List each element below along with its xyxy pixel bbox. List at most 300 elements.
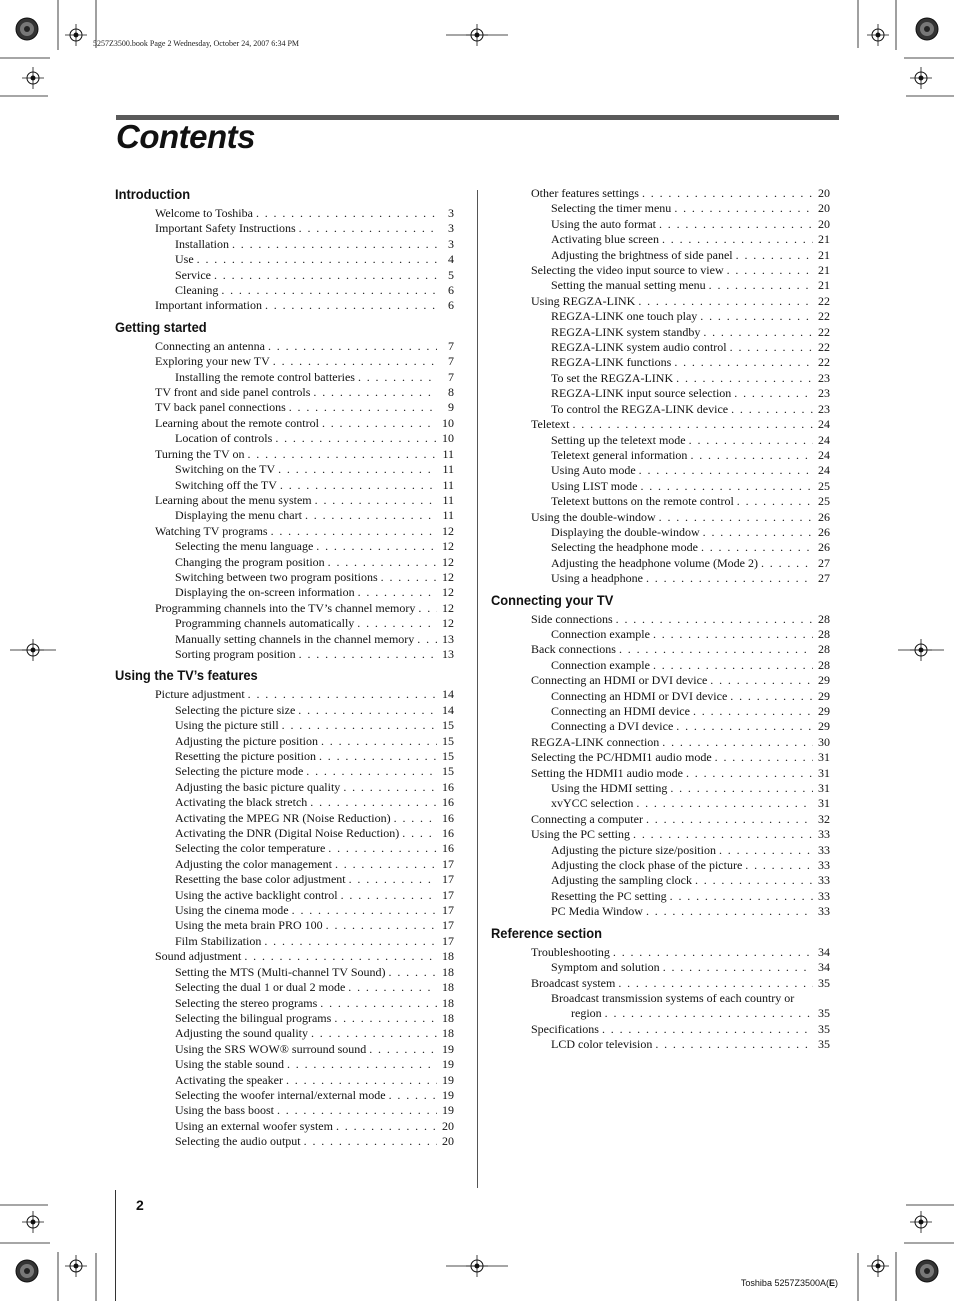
toc-subentry[interactable]	[491, 232, 830, 247]
toc-subentry[interactable]	[115, 632, 454, 647]
toc-page-number: 16	[442, 810, 454, 825]
toc-subentry[interactable]	[115, 996, 454, 1011]
toc-section-heading: Getting started	[115, 318, 207, 335]
toc-subentry[interactable]	[491, 1037, 830, 1052]
toc-entry-title: xvYCC selection	[551, 796, 634, 811]
toc-subentry[interactable]	[115, 585, 454, 600]
footer-id-prefix: Toshiba 5257Z3500A(	[740, 1278, 829, 1288]
toc-page-number: 29	[818, 704, 830, 718]
toc-entry[interactable]	[115, 339, 454, 354]
dot-leader	[358, 370, 437, 385]
toc-subentry[interactable]	[115, 749, 454, 764]
toc-page-number: 29	[818, 688, 830, 703]
toc-subentry[interactable]	[115, 703, 454, 718]
toc-entry[interactable]	[491, 827, 830, 842]
toc-entry-title: Adjusting the sampling clock	[551, 873, 692, 888]
toc-entry[interactable]	[491, 263, 830, 278]
toc-subentry[interactable]	[491, 796, 830, 811]
registration-mark-icon	[867, 1255, 889, 1277]
toc-page-number: 30	[818, 734, 830, 749]
toc-page-number: 20	[818, 201, 830, 216]
toc-left-column	[115, 186, 454, 1150]
dot-leader	[286, 1073, 437, 1088]
toc-page-number: 28	[818, 611, 830, 626]
toc-subentry[interactable]	[115, 647, 454, 662]
toc-subentry[interactable]	[115, 1103, 454, 1118]
toc-page-number: 31	[818, 750, 830, 765]
toc-subentry[interactable]	[491, 904, 830, 919]
toc-page-number: 31	[818, 765, 830, 780]
toc-subentry[interactable]	[115, 780, 454, 795]
toc-subentry[interactable]	[491, 991, 830, 1006]
dot-leader	[640, 479, 813, 494]
toc-page-number: 23	[818, 386, 830, 401]
toc-subentry[interactable]	[491, 386, 830, 401]
toc-entry[interactable]	[491, 510, 830, 525]
toc-subentry[interactable]	[115, 826, 454, 841]
dot-leader	[282, 718, 437, 733]
dot-leader	[244, 949, 437, 964]
dot-leader	[287, 1057, 437, 1072]
toc-page-number: 22	[818, 340, 830, 355]
toc-entry-title: Activating the black stretch	[175, 795, 308, 810]
toc-entry-title: Broadcast system	[531, 975, 616, 990]
toc-entry[interactable]	[115, 416, 454, 431]
toc-entry[interactable]	[115, 447, 454, 462]
dot-leader	[221, 283, 437, 298]
toc-page-number: 26	[818, 540, 830, 555]
toc-entry-title: Teletext buttons on the remote control	[551, 494, 734, 509]
toc-page-number: 15	[442, 718, 454, 733]
toc-page-number: 11	[442, 477, 454, 492]
toc-page-number: 33	[818, 904, 830, 919]
dot-leader	[618, 976, 813, 991]
dot-leader	[326, 918, 437, 933]
toc-entry-title: Symptom and solution	[551, 960, 660, 975]
toc-entry-title: Using the double-window	[531, 509, 656, 524]
toc-page-number: 19	[442, 1087, 454, 1102]
toc-entry[interactable]	[491, 735, 830, 750]
dot-leader	[304, 1134, 437, 1149]
toc-page-number: 10	[442, 415, 454, 430]
toc-entry[interactable]	[115, 687, 454, 702]
toc-page-number: 32	[818, 811, 830, 826]
toc-entry[interactable]	[491, 186, 830, 201]
dot-leader	[715, 750, 813, 765]
toc-entry[interactable]	[491, 673, 830, 688]
toc-subentry[interactable]	[115, 734, 454, 749]
dot-leader	[305, 508, 437, 523]
toc-subentry[interactable]	[115, 918, 454, 933]
toc-entry[interactable]	[491, 294, 830, 309]
dot-leader	[247, 447, 437, 462]
dot-leader	[663, 960, 813, 975]
toc-page-number: 8	[448, 385, 454, 400]
toc-page-number: 31	[818, 796, 830, 811]
toc-subentry[interactable]	[491, 309, 830, 324]
toc-entry-title: Important information	[155, 298, 262, 313]
toc-subentry[interactable]	[491, 494, 830, 509]
toc-subentry[interactable]	[491, 658, 830, 673]
toc-entry-title: Adjusting the brightness of side panel	[551, 247, 733, 262]
toc-subentry[interactable]	[491, 278, 830, 293]
dot-leader	[271, 524, 437, 539]
toc-subentry[interactable]	[115, 462, 454, 477]
dot-leader	[277, 1103, 437, 1118]
toc-entry-title: TV front and side panel controls	[155, 385, 311, 400]
toc-subentry[interactable]	[115, 1088, 454, 1103]
toc-subentry[interactable]	[115, 539, 454, 554]
toc-page-number: 18	[442, 949, 454, 964]
star-target-icon	[916, 1260, 938, 1282]
toc-entry-title: Adjusting the headphone volume (Mode 2)	[551, 555, 758, 570]
dot-leader	[731, 402, 813, 417]
dot-leader	[322, 416, 437, 431]
dot-leader	[389, 965, 437, 980]
toc-entry-title: Selecting the video input source to view	[531, 263, 724, 278]
dot-leader	[316, 539, 437, 554]
toc-subentry[interactable]	[115, 252, 454, 267]
toc-subentry[interactable]	[491, 571, 830, 586]
toc-entry[interactable]	[491, 812, 830, 827]
toc-page-number: 15	[442, 733, 454, 748]
dot-leader	[676, 371, 813, 386]
toc-page-number: 5	[448, 267, 454, 282]
toc-page-number: 18	[442, 964, 454, 979]
toc-entry[interactable]	[491, 642, 830, 657]
toc-subentry[interactable]	[115, 872, 454, 887]
dot-leader	[402, 826, 437, 841]
toc-entry[interactable]	[115, 221, 454, 236]
toc-entry[interactable]	[491, 945, 830, 960]
toc-page-number: 14	[442, 687, 454, 702]
toc-section-heading: Reference section	[491, 924, 602, 941]
toc-subentry[interactable]	[115, 1119, 454, 1134]
toc-entry[interactable]	[115, 524, 454, 539]
toc-entry-title: Adjusting the sound quality	[175, 1026, 308, 1041]
dot-leader	[311, 1026, 437, 1041]
toc-entry-title: REGZA-LINK system audio control	[551, 340, 727, 355]
toc-page-number: 33	[818, 873, 830, 888]
toc-entry-title: Selecting the dual 1 or dual 2 mode	[175, 980, 346, 995]
toc-subentry[interactable]	[115, 268, 454, 283]
toc-subentry[interactable]	[115, 841, 454, 856]
dot-leader	[320, 996, 437, 1011]
toc-subentry[interactable]	[115, 934, 454, 949]
dot-leader	[734, 386, 813, 401]
registration-mark-icon	[466, 24, 488, 46]
dot-leader	[646, 571, 813, 586]
dot-leader	[674, 355, 813, 370]
toc-page-number: 12	[442, 600, 454, 615]
toc-entry-title: Sound adjustment	[155, 949, 242, 964]
dot-leader	[701, 540, 813, 555]
toc-subentry[interactable]	[491, 433, 830, 448]
toc-page-number: 21	[818, 247, 830, 262]
dot-leader	[343, 780, 437, 795]
toc-section	[491, 592, 830, 920]
registration-mark-icon	[466, 1255, 488, 1277]
toc-page-number: 18	[442, 980, 454, 995]
toc-entry-title: Specifications	[531, 1021, 599, 1036]
toc-subentry[interactable]	[115, 718, 454, 733]
toc-entry-title: Using Auto mode	[551, 463, 636, 478]
toc-page-number: 12	[442, 523, 454, 538]
toc-subentry[interactable]	[115, 283, 454, 298]
toc-page-number: 18	[442, 995, 454, 1010]
toc-entry-title: Adjusting the clock phase of the picture	[551, 858, 743, 873]
toc-entry-title: Using the SRS WOW® surround sound	[175, 1041, 367, 1056]
toc-subentry[interactable]	[115, 508, 454, 523]
toc-subentry[interactable]	[491, 556, 830, 571]
toc-subentry[interactable]	[491, 889, 830, 904]
toc-entry-title: Selecting the picture mode	[175, 764, 304, 779]
toc-subentry[interactable]	[115, 857, 454, 872]
dot-leader	[703, 325, 813, 340]
toc-subentry[interactable]	[115, 555, 454, 570]
dot-leader	[736, 248, 813, 263]
toc-entry-title: Turning the TV on	[155, 446, 245, 461]
dot-leader	[232, 237, 437, 252]
toc-page-number: 20	[818, 216, 830, 231]
toc-page-number: 21	[818, 263, 830, 278]
toc-subentry[interactable]	[115, 237, 454, 252]
toc-page-number: 17	[442, 918, 454, 933]
dot-leader	[613, 945, 813, 960]
dot-leader	[319, 749, 437, 764]
toc-subentry[interactable]	[491, 355, 830, 370]
dot-leader	[659, 510, 813, 525]
toc-page-number: 22	[818, 355, 830, 370]
toc-entry-title: Switching on the TV	[175, 462, 276, 477]
toc-entry-title: Selecting the timer menu	[551, 201, 672, 216]
toc-entry[interactable]	[491, 417, 830, 432]
toc-entry-title: Selecting the stereo programs	[175, 995, 318, 1010]
toc-subentry[interactable]	[115, 795, 454, 810]
toc-subentry[interactable]	[491, 540, 830, 555]
toc-subentry[interactable]	[491, 689, 830, 704]
toc-subentry[interactable]	[491, 525, 830, 540]
toc-entry[interactable]	[115, 206, 454, 221]
toc-subentry[interactable]	[491, 704, 830, 719]
toc-page-number: 22	[818, 324, 830, 339]
toc-page-number: 19	[442, 1103, 454, 1118]
toc-entry-title: Setting the MTS (Multi-channel TV Sound)	[175, 964, 386, 979]
toc-subentry[interactable]	[115, 1057, 454, 1072]
toc-page-number: 3	[448, 236, 454, 251]
toc-entry[interactable]	[115, 601, 454, 616]
toc-entry-title: Using LIST mode	[551, 478, 638, 493]
toc-subentry[interactable]	[491, 325, 830, 340]
registration-mark-icon	[22, 67, 44, 89]
dot-leader	[689, 433, 813, 448]
toc-entry[interactable]	[491, 750, 830, 765]
dot-leader	[695, 873, 813, 888]
toc-page-number: 15	[442, 764, 454, 779]
toc-entry[interactable]	[491, 612, 830, 627]
toc-entry-title: Selecting the headphone mode	[551, 540, 698, 555]
toc-subentry[interactable]	[115, 888, 454, 903]
toc-subentry[interactable]	[115, 570, 454, 585]
toc-page-number: 12	[442, 539, 454, 554]
toc-entry[interactable]	[115, 385, 454, 400]
toc-entry-title: Picture adjustment	[155, 687, 245, 702]
toc-subentry[interactable]	[115, 1026, 454, 1041]
toc-subentry[interactable]	[491, 873, 830, 888]
toc-page-number: 19	[442, 1072, 454, 1087]
dot-leader	[676, 719, 813, 734]
toc-subentry[interactable]	[491, 371, 830, 386]
toc-section	[491, 186, 830, 587]
registration-mark-icon	[910, 639, 932, 661]
toc-subentry[interactable]	[491, 463, 830, 478]
toc-entry-title: Film Stabilization	[175, 933, 262, 948]
toc-subentry[interactable]	[115, 764, 454, 779]
toc-subentry[interactable]	[491, 217, 830, 232]
toc-subentry[interactable]	[491, 402, 830, 417]
toc-right-column	[491, 186, 830, 1053]
toc-subentry[interactable]	[491, 781, 830, 796]
toc-entry-title: Connecting an antenna	[155, 338, 265, 353]
toc-entry-title: Adjusting the color management	[175, 856, 332, 871]
toc-page-number: 7	[448, 354, 454, 369]
toc-page-number: 4	[448, 252, 454, 267]
toc-page-number: 16	[442, 826, 454, 841]
toc-subentry[interactable]	[491, 248, 830, 263]
toc-page-number: 16	[442, 779, 454, 794]
toc-entry[interactable]	[115, 354, 454, 369]
page-number: 2	[136, 1197, 144, 1213]
toc-page-number: 16	[442, 841, 454, 856]
dot-leader	[655, 1037, 813, 1052]
toc-subentry[interactable]	[491, 1006, 830, 1021]
toc-entry[interactable]	[491, 976, 830, 991]
toc-entry-title: Switching between two program positions	[175, 569, 378, 584]
toc-subentry[interactable]	[491, 627, 830, 642]
toc-subentry[interactable]	[491, 340, 830, 355]
column-divider	[477, 190, 478, 1188]
toc-page-number: 26	[818, 509, 830, 524]
toc-entry-title: Activating the DNR (Digital Noise Reduction)	[175, 826, 400, 841]
toc-entry-title: Using an external woofer system	[175, 1118, 333, 1133]
toc-entry-title: Location of controls	[175, 431, 273, 446]
registration-mark-icon	[867, 24, 889, 46]
toc-subentry[interactable]	[115, 1073, 454, 1088]
toc-page-number: 21	[818, 232, 830, 247]
toc-subentry[interactable]	[115, 478, 454, 493]
toc-entry[interactable]	[115, 298, 454, 313]
toc-page-number: 17	[442, 903, 454, 918]
dot-leader	[616, 612, 813, 627]
toc-page-number: 29	[818, 673, 830, 688]
toc-subentry[interactable]	[491, 479, 830, 494]
dot-leader	[214, 268, 437, 283]
toc-page-number: 33	[818, 858, 830, 873]
toc-subentry[interactable]	[491, 858, 830, 873]
dot-leader	[646, 904, 813, 919]
toc-entry-title: Using the PC setting	[531, 827, 631, 842]
toc-entry-title: REGZA-LINK functions	[551, 355, 672, 370]
toc-subentry[interactable]	[115, 1042, 454, 1057]
toc-entry[interactable]	[491, 766, 830, 781]
toc-page-number: 19	[442, 1041, 454, 1056]
toc-entry-title: Installing the remote control batteries	[175, 369, 355, 384]
toc-subentry[interactable]	[115, 1011, 454, 1026]
dot-leader	[670, 889, 813, 904]
toc-subentry[interactable]	[491, 843, 830, 858]
toc-page-number: 3	[448, 221, 454, 236]
toc-entry-title: Displaying the on-screen information	[175, 585, 355, 600]
dot-leader	[700, 309, 813, 324]
dot-leader	[730, 340, 813, 355]
toc-page-number: 24	[818, 432, 830, 447]
toc-subentry[interactable]	[115, 965, 454, 980]
toc-page-number: 34	[818, 960, 830, 975]
toc-entry[interactable]	[115, 400, 454, 415]
toc-entry-title: Resetting the picture position	[175, 749, 316, 763]
dot-leader	[299, 647, 437, 662]
toc-page-number: 12	[442, 616, 454, 631]
dot-leader	[670, 781, 813, 796]
toc-subentry[interactable]	[491, 448, 830, 463]
dot-leader	[703, 525, 813, 540]
toc-entry-title: Programming channels into the TV’s channel memory	[155, 600, 416, 615]
toc-subentry[interactable]	[115, 431, 454, 446]
toc-entry-title: Switching off the TV	[175, 477, 277, 492]
toc-entry-title: Activating the MPEG NR (Noise Reduction)	[175, 810, 391, 825]
toc-subentry[interactable]	[115, 370, 454, 385]
toc-subentry[interactable]	[491, 960, 830, 975]
footer-document-id	[741, 1278, 838, 1288]
toc-entry-title: Adjusting the picture size/position	[551, 842, 716, 857]
toc-page-number: 14	[442, 702, 454, 717]
toc-page-number: 25	[818, 494, 830, 509]
dot-leader	[299, 221, 437, 236]
toc-subentry[interactable]	[115, 1134, 454, 1149]
toc-subentry[interactable]	[491, 201, 830, 216]
dot-leader	[389, 1088, 437, 1103]
toc-subentry[interactable]	[115, 980, 454, 995]
toc-subentry[interactable]	[115, 811, 454, 826]
toc-page-number: 31	[818, 781, 830, 796]
toc-entry[interactable]	[115, 493, 454, 508]
dot-leader	[358, 585, 437, 600]
toc-page-number: 28	[818, 626, 830, 641]
toc-entry[interactable]	[491, 1022, 830, 1037]
toc-page-number: 35	[818, 1037, 830, 1052]
registration-mark-icon	[910, 67, 932, 89]
toc-entry-title: To control the REGZA-LINK device	[551, 401, 729, 416]
dot-leader	[686, 766, 813, 781]
dot-leader	[659, 217, 813, 232]
toc-page-number: 15	[442, 749, 454, 763]
toc-page-number: 3	[448, 206, 454, 220]
toc-page-number: 33	[818, 842, 830, 857]
dot-leader	[653, 658, 813, 673]
dot-leader	[268, 339, 437, 354]
toc-entry-title: Displaying the double-window	[551, 524, 700, 539]
toc-subentry[interactable]	[115, 616, 454, 631]
toc-entry-title: Connection example	[551, 657, 650, 672]
toc-page-number: 33	[818, 827, 830, 842]
toc-page-number: 25	[818, 478, 830, 493]
dot-leader	[633, 827, 813, 842]
toc-subentry[interactable]	[491, 719, 830, 734]
dot-leader	[602, 1022, 813, 1037]
dot-leader	[273, 354, 437, 369]
toc-entry[interactable]	[115, 949, 454, 964]
toc-subentry[interactable]	[115, 903, 454, 918]
